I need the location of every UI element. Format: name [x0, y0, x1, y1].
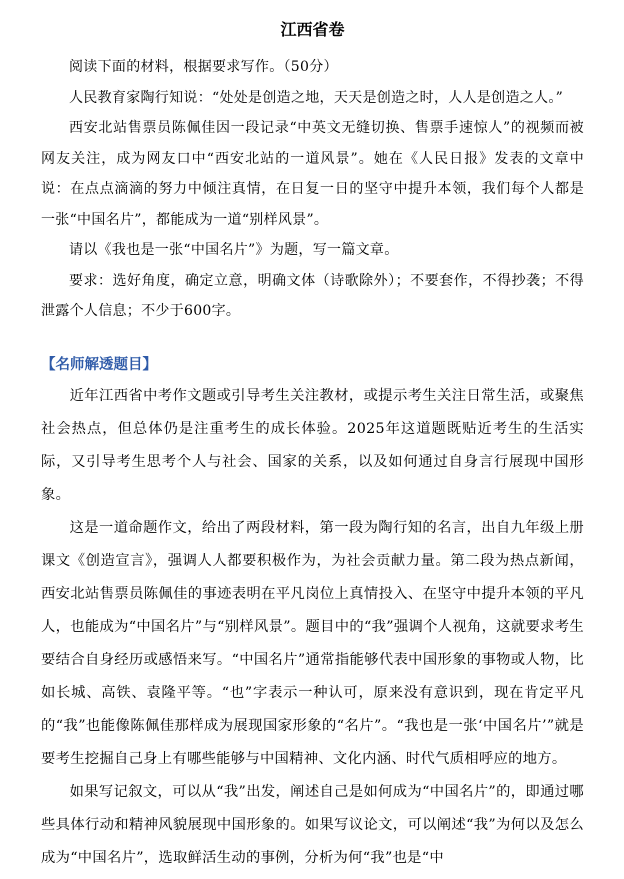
prompt-task: 请以《我也是一张“中国名片”》为题，写一篇文章。 [69, 242, 399, 258]
section-heading: 【名师解透题目】 [41, 356, 157, 373]
analysis-paragraph-1: 近年江西省中考作文题或引导考生关注教材，或提示考生关注日常生活，或聚焦社会热点，但总体仍是注重考生的成长体验。2025年这道题既贴近考生的生活实际，又引导考生思考个人与社会、国家的关系，以及如何通过自身言行展现中国形象。 [41, 387, 584, 503]
analysis-paragraph-2: 这是一道命题作文，给出了两段材料，第一段为陶行知的名言，出自九年级上册课文《创造宣言》，强调人人都要积极作为，为社会贡献力量。第二段为热点新闻，西安北站售票员陈佩佳的事迹表明在平凡岗位上真情投入、在坚守中提升本领的平凡人，也能成为“中国名片”与“别样风景”。题目中的“我”强调个人视角，这就要求考生要结合自身经历或感悟来写。“中国名片”通常指能够代表中国形象的事物或人物，比如长城、高铁、袁隆平等。“也”字表示一种认可，原来没有意识到，现在肯定平凡的“我”也能像陈佩佳那样成为展现国家形象的“名片”。“我也是一张‘中国名片’”就是要考生挖掘自己身上有哪些能够与中国精神、文化内涵、时代气质相呼应的地方。 [41, 519, 584, 767]
prompt-instruction: 阅读下面的材料，根据要求写作。（50分） [69, 59, 338, 75]
prompt-material: 西安北站售票员陈佩佳因一段记录“中英文无缝切换、售票手速惊人”的视频而被网友关注，成为网友口中“西安北站的一道风景”。她在《人民日报》发表的文章中说：在点点滴滴的努力中倾注真情，在日复一日的坚守中提升本领，我们每个人都是一张“中国名片”，都能成为一道“别样风景”。 [41, 120, 584, 228]
prompt-quote: 人民教育家陶行知说：“处处是创造之地，天天是创造之时，人人是创造之人。” [69, 89, 564, 106]
prompt-requirements: 要求：选好角度，确定立意，明确文体（诗歌除外）；不要套作，不得抄袭；不得泄露个人信息；不少于600字。 [41, 272, 584, 319]
page-title: 江西省卷 [280, 20, 345, 39]
analysis-paragraph-3: 如果写记叙文，可以从“我”出发，阐述自己是如何成为“中国名片”的，即通过哪些具体行动和精神风貌展现中国形象的。如果写议论文，可以阐述“我”为何以及怎么成为“中国名片”，选取鲜活生动的事例，分析为何“我”也是“中 [41, 783, 584, 866]
